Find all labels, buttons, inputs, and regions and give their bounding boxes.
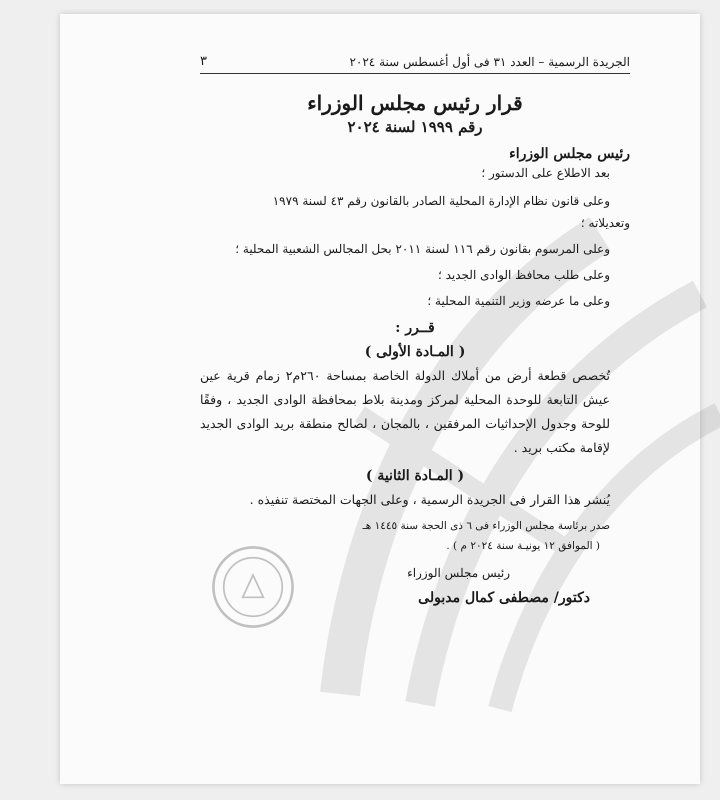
signature-name: دكتور/ مصطفى كمال مدبولى	[418, 590, 590, 606]
document-sheet	[60, 14, 700, 784]
corresponding-date: ( الموافق ١٢ يونيـة سنة ٢٠٢٤ م ) .	[446, 540, 600, 552]
decree-title: قرار رئيس مجلس الوزراء	[307, 91, 523, 115]
gazette-issue: الجريدة الرسمية – العدد ٣١ فى أول أغسطس سنة ٢٠٢٤	[349, 54, 630, 69]
preamble-line: وعلى طلب محافظ الوادى الجديد ؛	[437, 268, 610, 282]
page-header	[200, 54, 630, 74]
preamble	[200, 162, 630, 312]
page-number: ٣	[200, 54, 207, 69]
preamble-line: وتعديلاته ؛	[580, 216, 630, 230]
decree-number: رقم ١٩٩٩ لسنة ٢٠٢٤	[347, 118, 483, 136]
article-2-title: ( المـادة الثانية )	[365, 468, 465, 484]
signature-title: رئيس مجلس الوزراء	[407, 566, 510, 580]
preamble-line: وعلى المرسوم بقانون رقم ١١٦ لسنة ٢٠١١ بحل المجالس الشعبية المحلية ؛	[235, 242, 610, 256]
preamble-line: بعد الاطلاع على الدستور ؛	[481, 166, 610, 180]
article-2-text: يُنشر هذا القرار فى الجريدة الرسمية ، وعلى الجهات المختصة تنفيذه .	[249, 492, 610, 507]
article-1-title: ( المـادة الأولى )	[364, 344, 466, 360]
issued-date: صدر برئاسة مجلس الوزراء فى ٦ ذى الحجة سنة ١٤٤٥ هـ	[362, 520, 610, 532]
gazette-page	[200, 54, 630, 714]
decided-heading: قــرر :	[395, 320, 435, 336]
preamble-line: وعلى ما عرضه وزير التنمية المحلية ؛	[427, 294, 610, 308]
preamble-line: وعلى قانون نظام الإدارة المحلية الصادر بالقانون رقم ٤٣ لسنة ١٩٧٩	[272, 194, 610, 208]
decree-issuer: رئيس مجلس الوزراء	[509, 146, 630, 162]
article-1-text: تُخصص قطعة أرض من أملاك الدولة الخاصة بمساحة ٢٦٠م٢ زمام قرية عين عيش التابعة للوحدة المحلية لمركز ومدينة بلاط بمحافظة الوادى الجديد ، وفقًا للوحة وجدول الإحداثيات المرفقين ، بالمجان ، لصالح منطقة بريد الوادى الجديد لإقامة مكتب بريد .	[200, 368, 611, 455]
